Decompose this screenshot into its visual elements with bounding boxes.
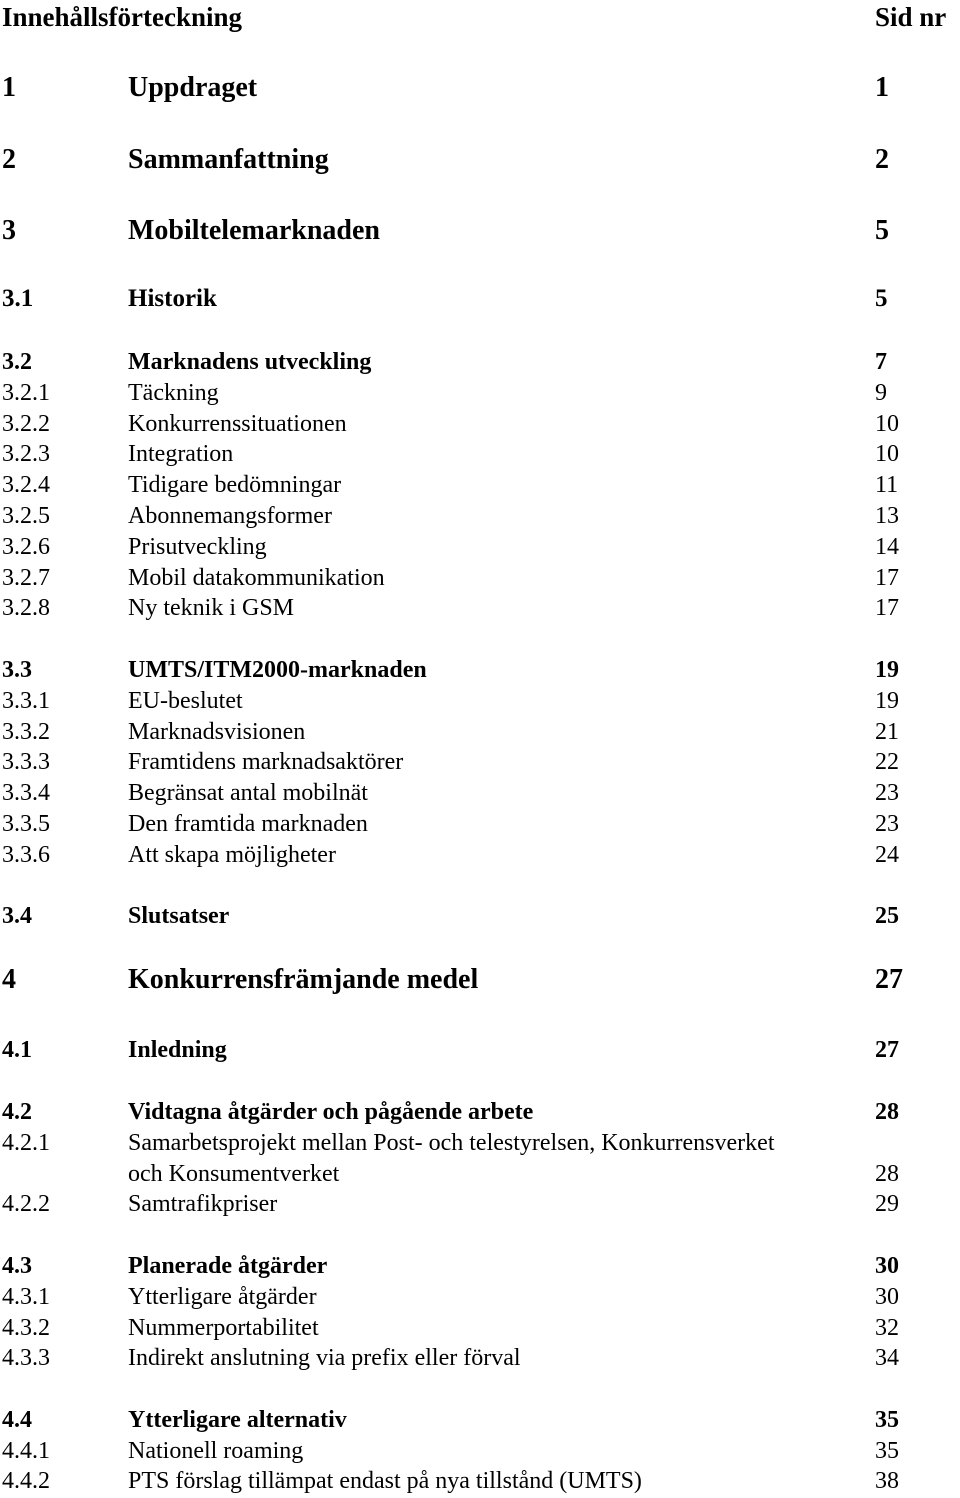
section-number: 3.1: [2, 285, 34, 312]
section-number: 3.2.5: [2, 503, 50, 529]
section-number: 4.2.2: [2, 1191, 50, 1217]
section-title: Marknadens utveckling: [128, 349, 372, 375]
toc-entry[interactable]: [0, 407, 960, 441]
page-number: 30: [875, 1253, 899, 1279]
toc-title: Innehållsförteckning: [2, 2, 243, 32]
page-number: 13: [875, 503, 899, 529]
section-number: 4.3.2: [2, 1315, 50, 1341]
toc-entry[interactable]: [0, 214, 960, 248]
page-number: 32: [875, 1315, 899, 1341]
toc-entry[interactable]: [0, 838, 960, 872]
toc-entry[interactable]: [0, 561, 960, 595]
section-number: 3.2.3: [2, 441, 50, 467]
page-number: 17: [875, 595, 899, 621]
toc-entry[interactable]: [0, 963, 960, 997]
page-number: 19: [875, 657, 899, 683]
section-number: 4.2: [2, 1099, 32, 1125]
section-title: Begränsat antal mobilnät: [128, 780, 368, 806]
section-title: Konkurrenssituationen: [128, 411, 347, 437]
section-number: 3.2.2: [2, 411, 50, 437]
section-number: 3.3: [2, 657, 32, 683]
toc-entry[interactable]: [0, 1187, 960, 1221]
section-title: Tidigare bedömningar: [128, 472, 342, 498]
toc-entry[interactable]: [0, 1311, 960, 1345]
section-title: Ytterligare alternativ: [128, 1407, 347, 1433]
section-number: 3.2.8: [2, 595, 50, 621]
page-column-heading: Sid nr: [875, 2, 947, 32]
section-title: Abonnemangsformer: [128, 503, 332, 529]
section-title: Nummerportabilitet: [128, 1315, 319, 1341]
toc-entry[interactable]: [0, 776, 960, 810]
section-title: PTS förslag tillämpat endast på nya tillstånd (UMTS): [128, 1468, 642, 1494]
toc-entry[interactable]: [0, 899, 960, 933]
page-number: 11: [875, 472, 899, 498]
section-number: 3.3.1: [2, 688, 50, 714]
section-number: 1: [2, 72, 16, 103]
toc-entry[interactable]: [0, 1403, 960, 1437]
section-number: 3.3.2: [2, 719, 50, 745]
section-title: UMTS/ITM2000-marknaden: [128, 657, 427, 683]
toc-entry[interactable]: [0, 1157, 960, 1191]
page-number: 5: [875, 285, 888, 312]
section-number: 3: [2, 215, 16, 246]
page-number: 22: [875, 749, 899, 775]
page-number: 2: [875, 144, 889, 175]
page-number: 27: [875, 1037, 899, 1063]
toc-entry[interactable]: [0, 1341, 960, 1375]
page-number: 23: [875, 780, 899, 806]
section-number: 2: [2, 144, 16, 175]
page-number: 28: [875, 1099, 899, 1125]
section-number: 4.3: [2, 1253, 32, 1279]
section-title: Indirekt anslutning via prefix eller förval: [128, 1345, 521, 1371]
toc-header: [0, 0, 960, 34]
toc-entry[interactable]: [0, 1280, 960, 1314]
section-number: 4: [2, 964, 16, 995]
section-title: Historik: [128, 285, 217, 312]
toc-entry[interactable]: [0, 745, 960, 779]
section-title: Integration: [128, 441, 234, 467]
page-number: 10: [875, 441, 899, 467]
section-number: 3.3.4: [2, 780, 50, 806]
section-title: Samarbetsprojekt mellan Post- och telestyrelsen, Konkurrensverket: [128, 1130, 775, 1156]
section-title: Ytterligare åtgärder: [128, 1284, 317, 1310]
page-number: 5: [875, 215, 889, 246]
section-number: 4.1: [2, 1037, 32, 1063]
page-number: 9: [875, 380, 887, 406]
toc-entry[interactable]: [0, 807, 960, 841]
page-number: 23: [875, 811, 899, 837]
toc-entry[interactable]: [0, 499, 960, 533]
section-title: Planerade åtgärder: [128, 1253, 328, 1279]
section-title: Inledning: [128, 1037, 227, 1063]
page-number: 7: [875, 349, 887, 375]
page-number: 1: [875, 72, 889, 103]
toc-entry[interactable]: [0, 282, 960, 316]
section-number: 4.2.1: [2, 1130, 50, 1156]
section-number: 4.3.3: [2, 1345, 50, 1371]
toc-entry[interactable]: [0, 1249, 960, 1283]
toc-entry[interactable]: [0, 345, 960, 379]
section-number: 3.2.4: [2, 472, 50, 498]
section-title: Vidtagna åtgärder och pågående arbete: [128, 1099, 534, 1125]
section-title: Slutsatser: [128, 903, 230, 929]
toc-entry[interactable]: [0, 376, 960, 410]
section-title: Den framtida marknaden: [128, 811, 368, 837]
toc-entry[interactable]: [0, 143, 960, 177]
page-number: 34: [875, 1345, 899, 1371]
toc-entry[interactable]: [0, 468, 960, 502]
toc-entry[interactable]: [0, 1126, 960, 1160]
page-number: 17: [875, 565, 899, 591]
section-number: 4.4: [2, 1407, 32, 1433]
page-number: 29: [875, 1191, 899, 1217]
toc-entry[interactable]: [0, 653, 960, 687]
section-number: 3.4: [2, 903, 32, 929]
page-number: 21: [875, 719, 899, 745]
toc-entry[interactable]: [0, 1033, 960, 1067]
section-title: Prisutveckling: [128, 534, 267, 560]
section-number: 3.2: [2, 349, 32, 375]
page-number: 10: [875, 411, 899, 437]
section-title: Mobiltelemarknaden: [128, 215, 380, 246]
section-number: 3.2.7: [2, 565, 50, 591]
page-number: 30: [875, 1284, 899, 1310]
section-number: 4.3.1: [2, 1284, 50, 1310]
section-title: Täckning: [128, 380, 219, 406]
page-number: 14: [875, 534, 899, 560]
section-number: 3.3.5: [2, 811, 50, 837]
section-title: Att skapa möjligheter: [128, 842, 336, 868]
toc-entry[interactable]: [0, 71, 960, 105]
page-number: 38: [875, 1468, 899, 1494]
section-title: Mobil datakommunikation: [128, 565, 385, 591]
section-number: 3.2.6: [2, 534, 50, 560]
section-number: 3.3.3: [2, 749, 50, 775]
section-number: 3.2.1: [2, 380, 50, 406]
section-title: Sammanfattning: [128, 144, 329, 175]
page-number: 27: [875, 964, 903, 995]
toc-entry[interactable]: [0, 1464, 960, 1498]
section-number: 4.4.2: [2, 1468, 50, 1494]
section-title: Nationell roaming: [128, 1438, 304, 1464]
section-title: Konkurrensfrämjande medel: [128, 964, 479, 995]
page-number: 35: [875, 1407, 899, 1433]
toc-entry[interactable]: [0, 591, 960, 625]
section-number: 4.4.1: [2, 1438, 50, 1464]
page-number: 28: [875, 1161, 899, 1187]
toc-entry[interactable]: [0, 715, 960, 749]
section-title: EU-beslutet: [128, 688, 243, 714]
page-number: 35: [875, 1438, 899, 1464]
section-title: Framtidens marknadsaktörer: [128, 749, 404, 775]
toc-entry[interactable]: [0, 1095, 960, 1129]
section-title: Marknadsvisionen: [128, 719, 306, 745]
toc-entry[interactable]: [0, 684, 960, 718]
section-title: Uppdraget: [128, 72, 258, 103]
page-number: 25: [875, 903, 899, 929]
toc-entry[interactable]: [0, 530, 960, 564]
page-number: 19: [875, 688, 899, 714]
toc-entry[interactable]: [0, 437, 960, 471]
toc-entry[interactable]: [0, 1434, 960, 1468]
section-title: Ny teknik i GSM: [128, 595, 295, 621]
section-title: och Konsumentverket: [128, 1161, 340, 1187]
section-number: 3.3.6: [2, 842, 50, 868]
section-title: Samtrafikpriser: [128, 1191, 278, 1217]
page-number: 24: [875, 842, 899, 868]
